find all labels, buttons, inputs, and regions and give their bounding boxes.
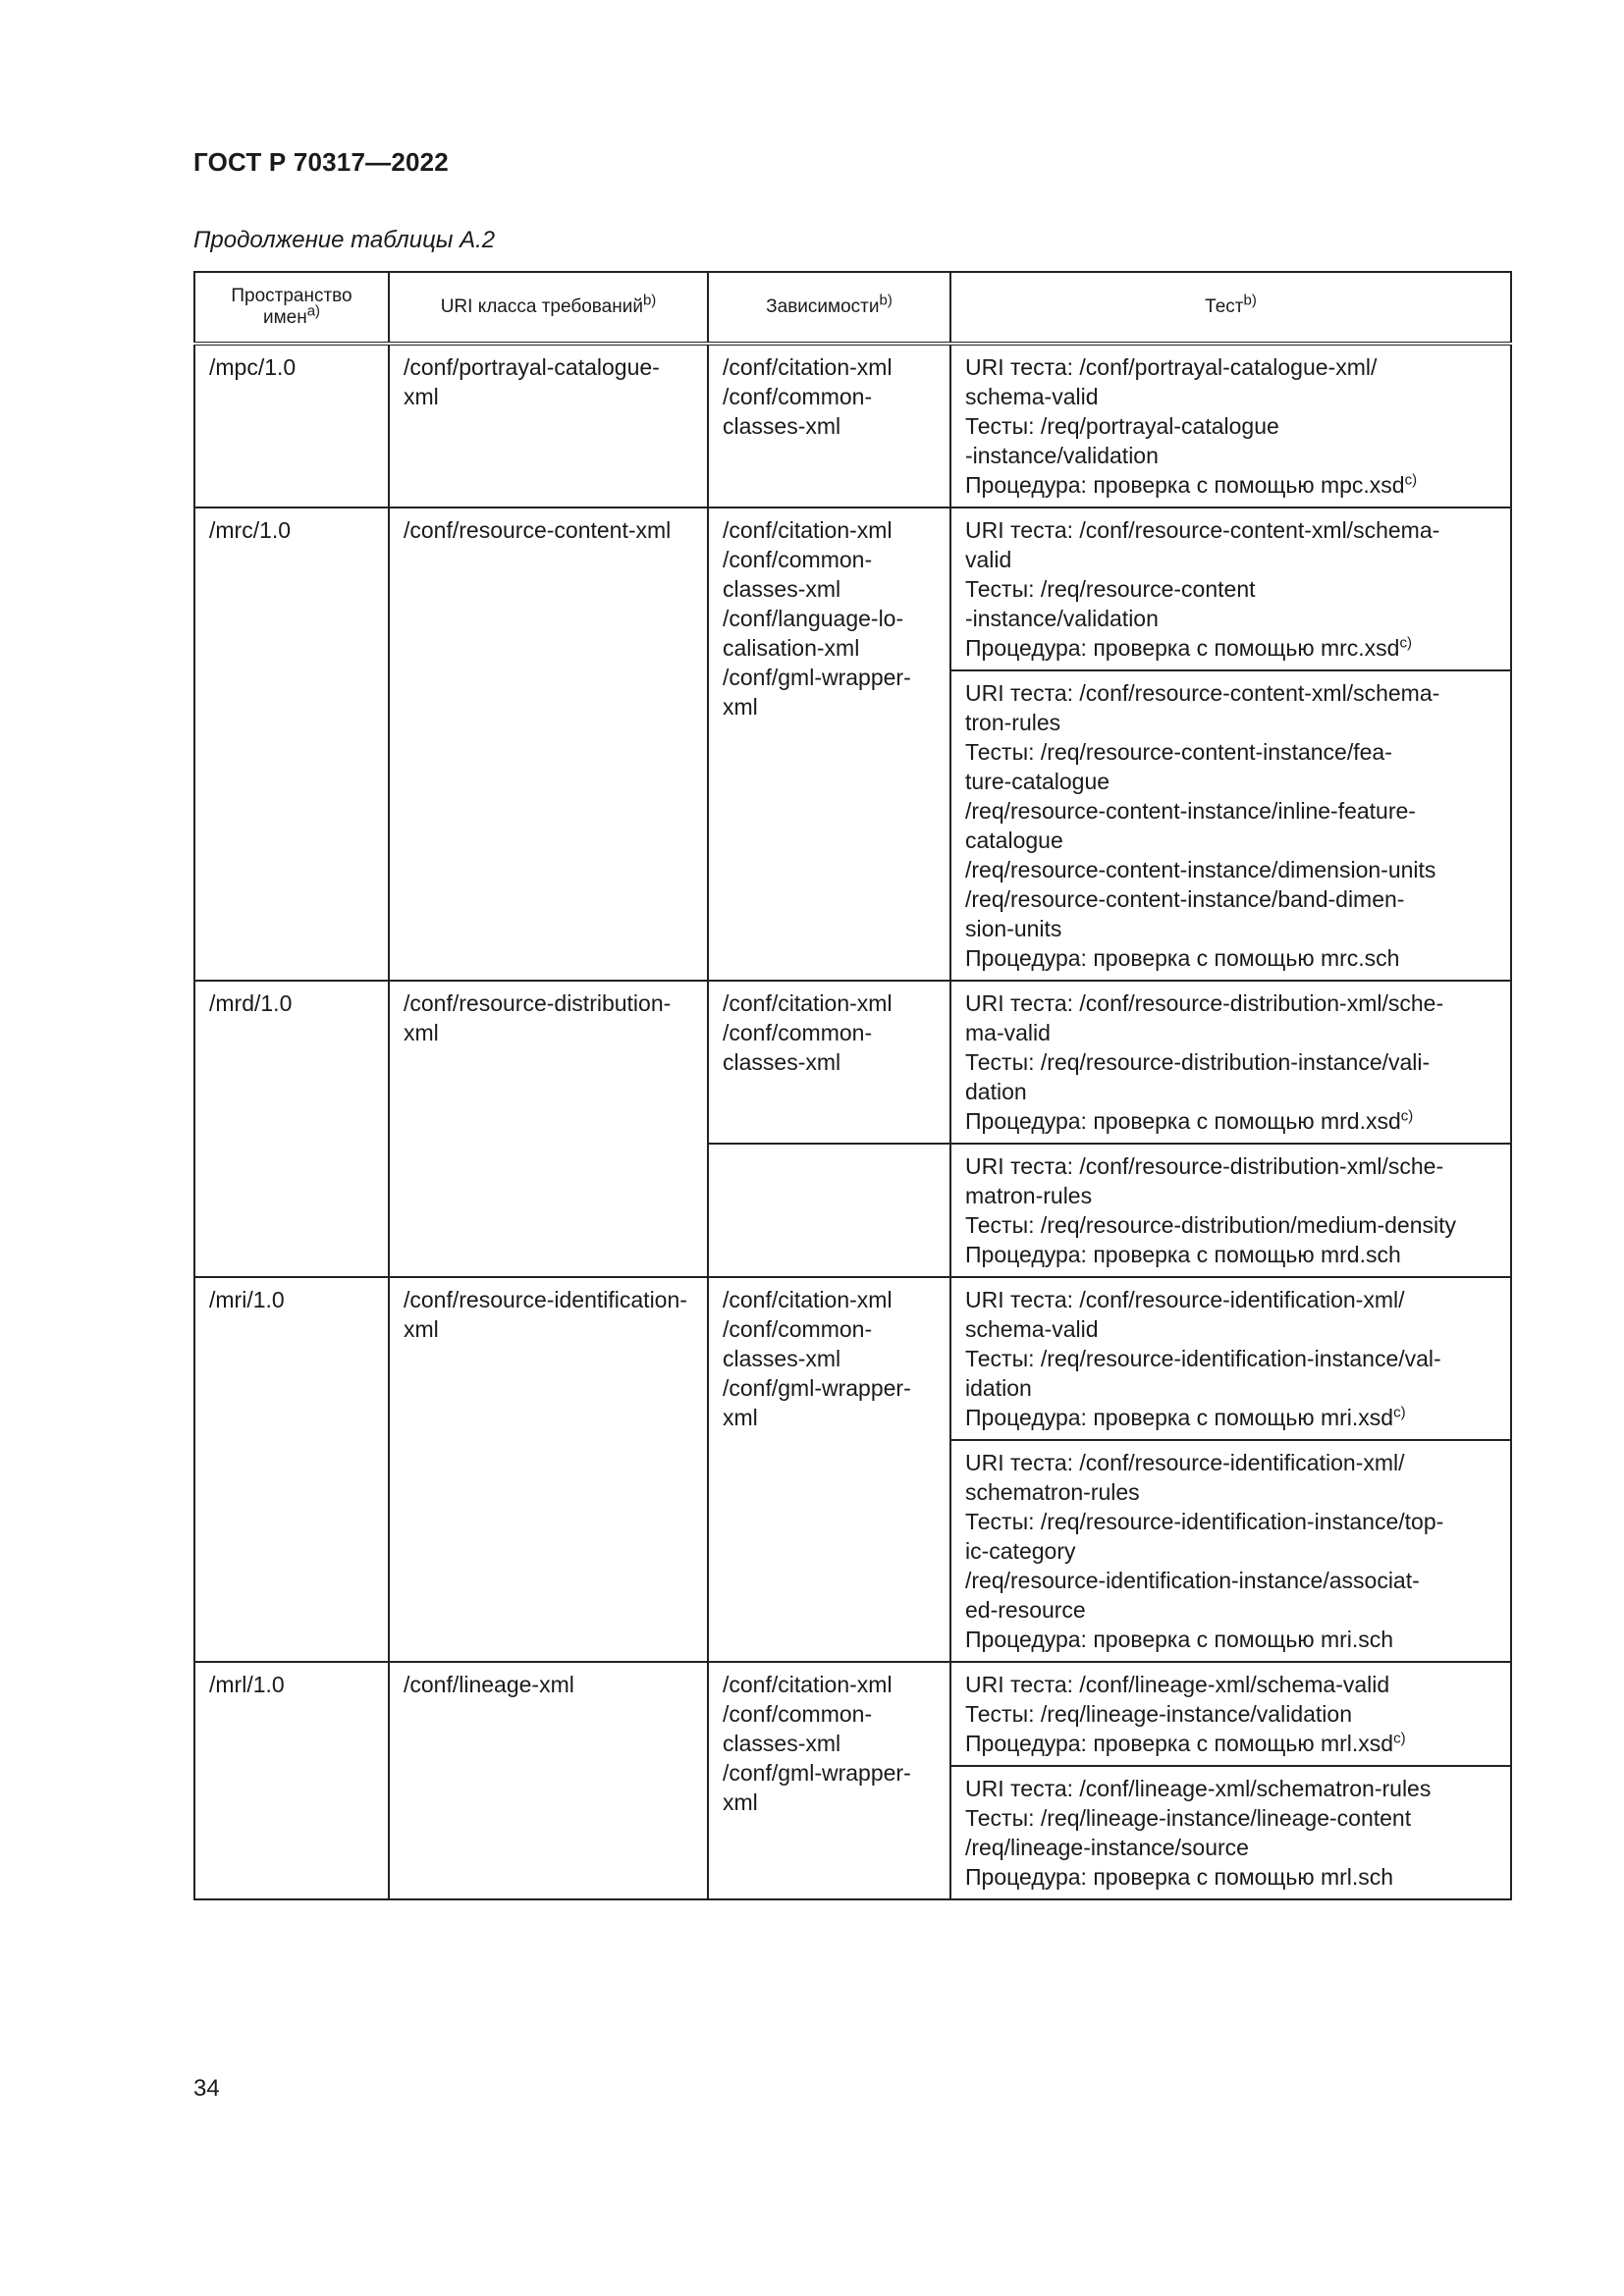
footnote-marker: c) [1393,1404,1406,1421]
cell-line: classes-xml [723,413,841,439]
cell-line: Тесты: /req/resource-content-instance/fea- [965,739,1392,765]
cell-line: catalogue [965,828,1063,853]
cell-line: URI теста: /conf/lineage-xml/schema-valid [965,1672,1390,1697]
dependencies-cell [708,1144,950,1277]
test-procedure [965,1403,1496,1432]
cell-line: URI теста: /conf/resource-content-xml/schema- [965,680,1440,706]
test-cell [950,1766,1511,1899]
cell-line: -instance/validation [965,443,1159,468]
test-cell [950,670,1511,981]
cell-line: /conf/resource-distribution- [404,990,672,1016]
cell-line: /req/lineage-instance/source [965,1835,1249,1860]
cell-line: ma-valid [965,1020,1051,1045]
cell-line: /conf/portrayal-catalogue- [404,354,660,380]
cell-line: /conf/common- [723,547,873,572]
cell-line: idation [965,1375,1032,1401]
test-procedure-text: Процедура: проверка с помощью mrl.xsd [965,1731,1394,1756]
test-procedure-text: Процедура: проверка с помощью mrd.xsd [965,1108,1401,1134]
cell-line: /conf/gml-wrapper- [723,1375,911,1401]
cell-line: tron-rules [965,710,1061,735]
column-header-label: Тест [1205,296,1244,317]
table-caption: Продолжение таблицы А.2 [193,227,496,253]
cell-line: /req/resource-content-instance/band-dimen- [965,886,1405,912]
column-header [389,272,708,344]
cell-line: /conf/language-lo- [723,606,904,631]
namespace-value: /mrd/1.0 [209,990,293,1016]
cell-line: classes-xml [723,1731,841,1756]
cell-line: -instance/validation [965,606,1159,631]
cell-line: schematron-rules [965,1479,1140,1505]
footnote-marker: b) [1243,292,1257,309]
cell-line: /conf/gml-wrapper- [723,665,911,690]
cell-line: /conf/citation-xml [723,1287,893,1312]
cell-line: /conf/citation-xml [723,1672,893,1697]
cell-line: schema-valid [965,1316,1099,1342]
table-row [194,981,1511,1144]
namespace-value: /mrl/1.0 [209,1672,285,1697]
cell-line: Процедура: проверка с помощью mrl.sch [965,1864,1394,1890]
cell-line: URI теста: /conf/resource-content-xml/schema- [965,517,1440,543]
cell-line: valid [965,547,1012,572]
cell-line: /req/resource-content-instance/dimension-units [965,857,1436,882]
dependencies-cell [708,344,950,507]
requirement-class-uri-cell [389,1277,708,1662]
cell-line: Процедура: проверка с помощью mrc.sch [965,945,1400,971]
cell-line: xml [404,384,439,409]
namespace-cell [194,1277,389,1662]
test-procedure [965,470,1496,500]
cell-line: /conf/resource-identification- [404,1287,687,1312]
cell-line: Тесты: /req/portrayal-catalogue [965,413,1279,439]
dependencies-cell [708,1662,950,1899]
test-cell [950,344,1511,507]
column-header [194,272,389,344]
table-row [194,1277,1511,1440]
table-row [194,344,1511,507]
cell-line: matron-rules [965,1183,1093,1208]
cell-line: /conf/common- [723,1701,873,1727]
requirement-class-uri-cell [389,507,708,981]
test-cell [950,507,1511,670]
requirement-class-uri-cell [389,344,708,507]
cell-line: Процедура: проверка с помощью mri.sch [965,1627,1394,1652]
table-body [194,344,1511,1899]
column-header [708,272,950,344]
column-header-label: Зависимости [766,296,880,317]
test-procedure-text: Процедура: проверка с помощью mrc.xsd [965,635,1400,661]
test-cell [950,981,1511,1144]
cell-line: /conf/common- [723,1316,873,1342]
cell-line: Тесты: /req/resource-identification-instance/val- [965,1346,1441,1371]
table-row [194,507,1511,670]
cell-line: xml [723,694,758,720]
cell-line: ed-resource [965,1597,1086,1623]
table-row [194,1662,1511,1766]
cell-line: xml [404,1020,439,1045]
cell-line: ture-catalogue [965,769,1110,794]
footnote-marker: c) [1404,471,1418,489]
requirements-table [193,271,1512,1900]
cell-line: /conf/resource-content-xml [404,517,672,543]
cell-line: Тесты: /req/resource-identification-instance/top- [965,1509,1444,1534]
footnote-marker: c) [1400,1107,1414,1125]
cell-line: URI теста: /conf/resource-distribution-xml/sche- [965,1153,1444,1179]
cell-line: Тесты: /req/resource-distribution-instance/vali- [965,1049,1431,1075]
cell-line: /conf/citation-xml [723,517,893,543]
cell-line: dation [965,1079,1027,1104]
cell-line: /conf/common- [723,384,873,409]
namespace-cell [194,981,389,1277]
cell-line: Тесты: /req/resource-content [965,576,1256,602]
namespace-value: /mrc/1.0 [209,517,292,543]
cell-line: ic-category [965,1538,1076,1564]
cell-line: URI теста: /conf/portrayal-catalogue-xml/ [965,354,1378,380]
cell-line: classes-xml [723,1049,841,1075]
cell-line: classes-xml [723,576,841,602]
column-header-label: Пространство имен [231,286,352,328]
test-cell [950,1662,1511,1766]
requirement-class-uri-cell [389,981,708,1277]
test-procedure [965,633,1496,663]
namespace-cell [194,507,389,981]
table-header [194,272,1511,344]
cell-line: /conf/gml-wrapper- [723,1760,911,1786]
test-cell [950,1277,1511,1440]
dependencies-cell [708,507,950,981]
footnote-marker: c) [1399,634,1412,652]
cell-line: URI теста: /conf/resource-distribution-xml/sche- [965,990,1444,1016]
cell-line: /req/resource-content-instance/inline-feature- [965,798,1416,824]
cell-line: /conf/citation-xml [723,354,893,380]
cell-line: Тесты: /req/lineage-instance/validation [965,1701,1352,1727]
namespace-value: /mri/1.0 [209,1287,285,1312]
cell-line: URI теста: /conf/resource-identification-xml/ [965,1287,1405,1312]
cell-line: xml [723,1789,758,1815]
cell-line: calisation-xml [723,635,860,661]
requirement-class-uri-cell [389,1662,708,1899]
cell-line: sion-units [965,916,1062,941]
column-header [950,272,1511,344]
footnote-marker: b) [879,292,893,309]
footnote-marker: b) [642,292,657,309]
dependencies-cell [708,981,950,1144]
test-procedure [965,1729,1496,1758]
test-cell [950,1144,1511,1277]
cell-line: /conf/common- [723,1020,873,1045]
cell-line: URI теста: /conf/resource-identification-xml/ [965,1450,1405,1475]
test-procedure-text: Процедура: проверка с помощью mri.xsd [965,1405,1394,1430]
cell-line: Тесты: /req/lineage-instance/lineage-content [965,1805,1412,1831]
cell-line: URI теста: /conf/lineage-xml/schematron-rules [965,1776,1432,1801]
footnote-marker: c) [1393,1730,1406,1747]
column-header-label: URI класса требований [440,296,643,317]
cell-line: /conf/lineage-xml [404,1672,574,1697]
cell-line: /req/resource-identification-instance/associat- [965,1568,1420,1593]
dependencies-cell [708,1277,950,1662]
namespace-cell [194,344,389,507]
cell-line: classes-xml [723,1346,841,1371]
test-procedure-text: Процедура: проверка с помощью mpc.xsd [965,472,1405,498]
document-standard-header: ГОСТ Р 70317—2022 [193,147,449,177]
cell-line: xml [404,1316,439,1342]
cell-line: xml [723,1405,758,1430]
namespace-value: /mpc/1.0 [209,354,297,380]
cell-line: schema-valid [965,384,1099,409]
page-number: 34 [193,2075,220,2102]
test-procedure [965,1106,1496,1136]
footnote-marker: a) [306,302,321,320]
cell-line: Процедура: проверка с помощью mrd.sch [965,1242,1401,1267]
cell-line: /conf/citation-xml [723,990,893,1016]
namespace-cell [194,1662,389,1899]
test-cell [950,1440,1511,1662]
cell-line: Тесты: /req/resource-distribution/medium-density [965,1212,1457,1238]
